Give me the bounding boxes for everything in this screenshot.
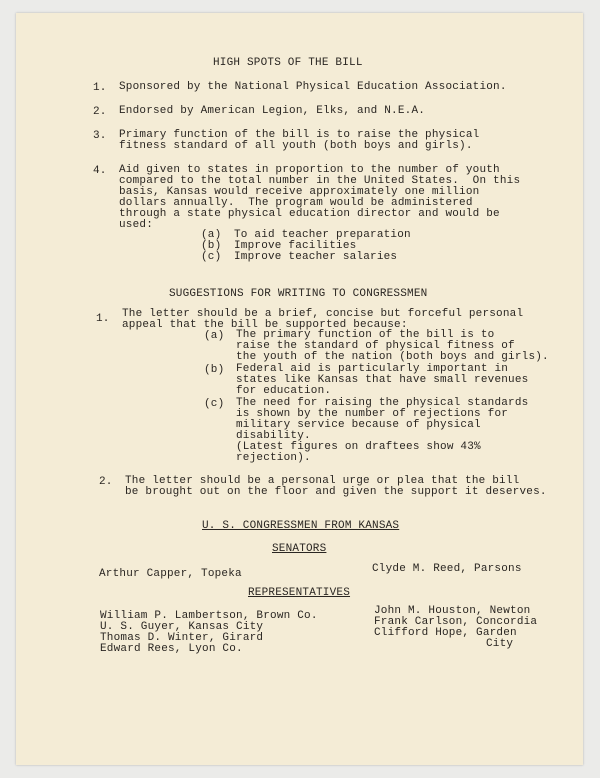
suggestion-subitem-text: raise the standard of physical fitness of (236, 340, 515, 352)
representative-name: Clifford Hope, Garden (374, 627, 517, 639)
suggestion-subitem-letter: (c) (204, 398, 225, 410)
bill-item-number: 2. (93, 106, 107, 118)
bill-item-text: Aid given to states in proportion to the number of youth (119, 164, 500, 176)
suggestion-subitem-text: The need for raising the physical standards (236, 397, 529, 409)
suggestion-subitem-text: the youth of the nation (both boys and girls). (236, 351, 549, 363)
suggestion-subitem-text: (Latest figures on draftees show 43% (236, 441, 481, 453)
suggestion-subitem-letter: (a) (204, 330, 225, 342)
suggestion-text: The letter should be a personal urge or plea that the bill (125, 475, 520, 487)
suggestion-number: 2. (99, 476, 113, 488)
bill-item-text: through a state physical education director and would be (119, 208, 500, 220)
bill-item-text: Sponsored by the National Physical Education Association. (119, 81, 507, 93)
suggestion-text: appeal that the bill be supported because: (122, 319, 408, 331)
representative-name: William P. Lambertson, Brown Co. (100, 610, 318, 622)
suggestion-subitem-text: for education. (236, 385, 332, 397)
bill-item-text: Primary function of the bill is to raise the physical (119, 129, 480, 141)
bill-item-text: Endorsed by American Legion, Elks, and N.E.A. (119, 105, 426, 117)
page-title: HIGH SPOTS OF THE BILL (213, 57, 363, 69)
bill-item-text: compared to the total number in the United States. On this (119, 175, 521, 187)
aid-subitem-letter: (b) (201, 240, 222, 252)
senator-name: Arthur Capper, Topeka (99, 568, 242, 580)
suggestion-text: be brought out on the floor and given the support it deserves. (125, 486, 547, 498)
representative-name: Edward Rees, Lyon Co. (100, 643, 243, 655)
representative-name: City (486, 638, 514, 650)
suggestion-subitem-text: rejection). (236, 452, 311, 464)
bill-item-number: 4. (93, 165, 107, 177)
section-title: SUGGESTIONS FOR WRITING TO CONGRESSMEN (169, 288, 428, 300)
bill-item-text: dollars annually. The program would be administered (119, 197, 473, 209)
congress-title: U. S. CONGRESSMEN FROM KANSAS (202, 520, 400, 532)
aid-subitem-text: To aid teacher preparation (234, 229, 411, 241)
bill-item-text: used: (119, 219, 154, 231)
suggestion-subitem-letter: (b) (204, 364, 225, 376)
suggestion-subitem-text: is shown by the number of rejections for (236, 408, 509, 420)
representatives-heading: REPRESENTATIVES (248, 587, 351, 599)
senator-name: Clyde M. Reed, Parsons (372, 563, 522, 575)
suggestion-number: 1. (96, 313, 110, 325)
senators-heading: SENATORS (272, 543, 327, 555)
representative-name: Frank Carlson, Concordia (374, 616, 538, 628)
suggestion-text: The letter should be a brief, concise but forceful personal (122, 308, 524, 320)
bill-item-number: 3. (93, 130, 107, 142)
bill-item-number: 1. (93, 82, 107, 94)
aid-subitem-letter: (c) (201, 251, 222, 263)
suggestion-subitem-text: Federal aid is particularly important in (236, 363, 509, 375)
aid-subitem-text: Improve facilities (234, 240, 357, 252)
suggestion-subitem-text: military service because of physical (236, 419, 481, 431)
bill-item-text: basis, Kansas would receive approximately one million (119, 186, 480, 198)
representative-name: Thomas D. Winter, Girard (100, 632, 264, 644)
aid-subitem-text: Improve teacher salaries (234, 251, 398, 263)
suggestion-subitem-text: disability. (236, 430, 311, 442)
representative-name: John M. Houston, Newton (374, 605, 531, 617)
bill-item-text: fitness standard of all youth (both boys and girls). (119, 140, 473, 152)
representative-name: U. S. Guyer, Kansas City (100, 621, 264, 633)
suggestion-subitem-text: The primary function of the bill is to (236, 329, 495, 341)
aid-subitem-letter: (a) (201, 229, 222, 241)
suggestion-subitem-text: states like Kansas that have small revenues (236, 374, 529, 386)
